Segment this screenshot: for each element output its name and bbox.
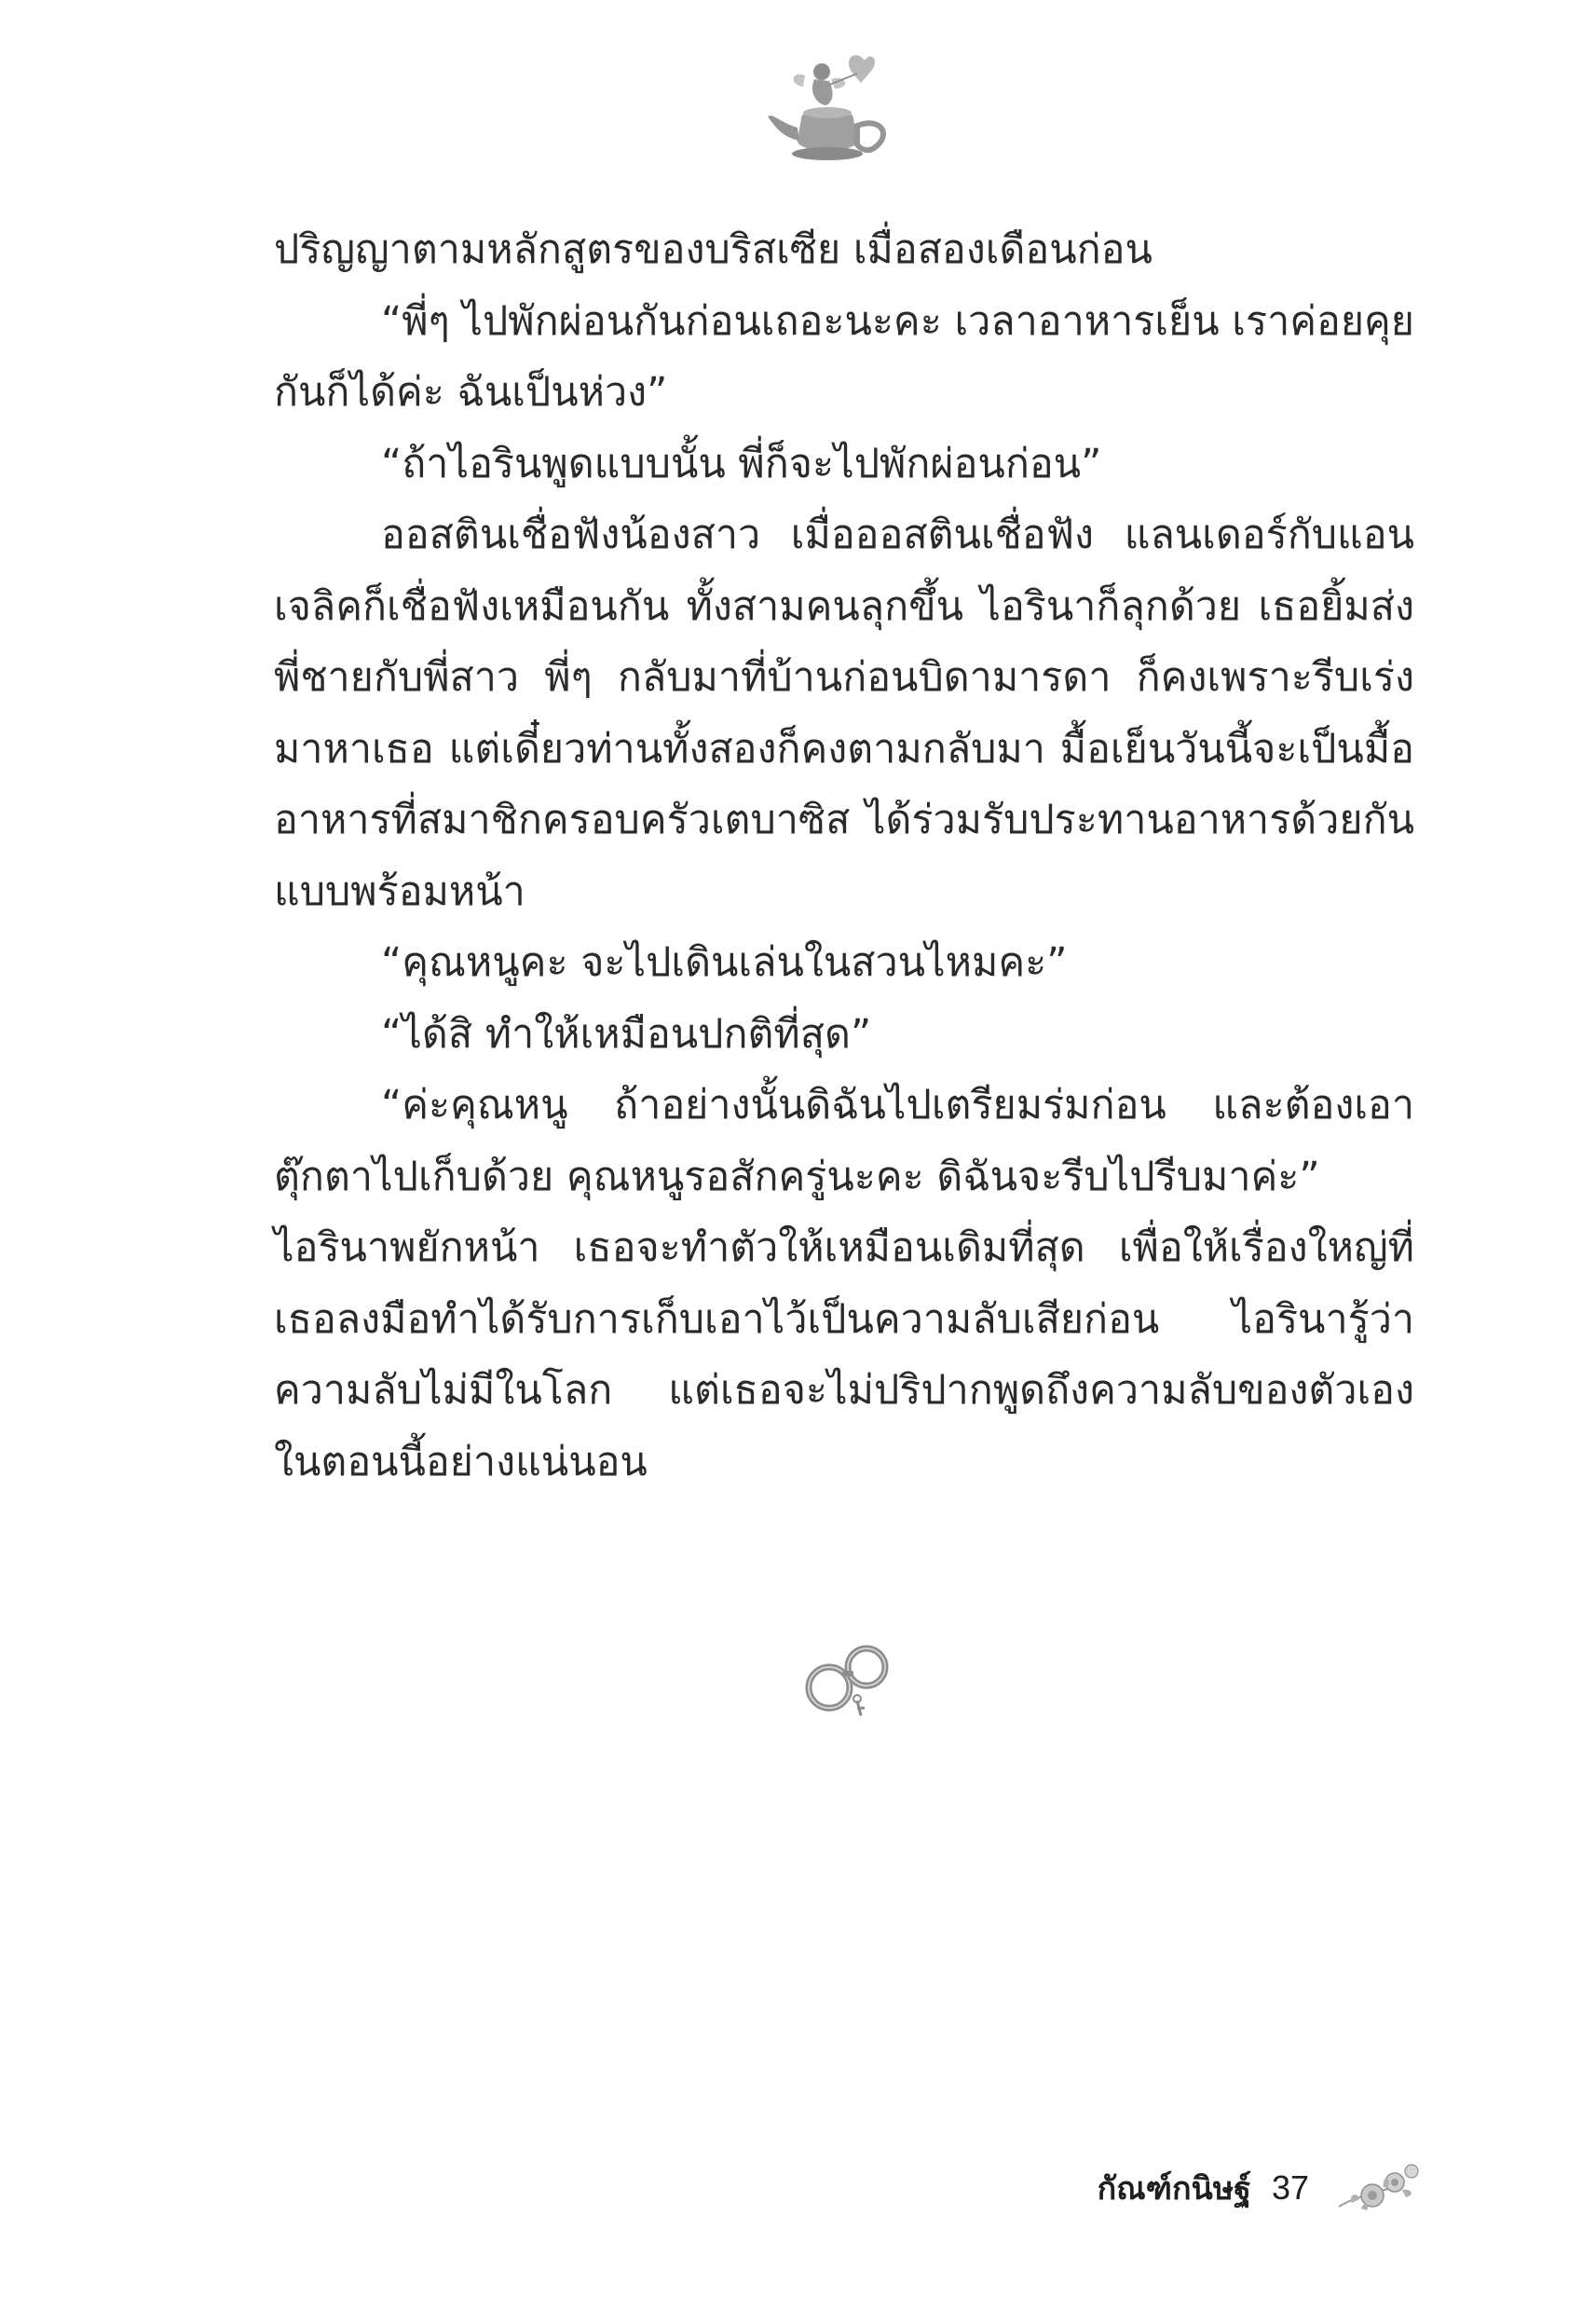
paragraph: “คุณหนูคะ จะไปเดินเล่นในสวนไหมคะ” — [381, 939, 1068, 986]
paragraph: “ถ้าไอรินพูดแบบนั้น พี่ก็จะไปพักผ่อนก่อน” — [381, 440, 1102, 487]
paragraph: ไอรินาพยักหน้า เธอจะทำตัวให้เหมือนเดิมที่สุด เพื่อให้เรื่องใหญ่ที่เธอลงมือทำได้รับการเก็บเอาไว้เป็นความลับเสียก่อน ไอรินารู้ว่าความลับไม่มีในโลก แต่เธอจะไม่ปริปากพูดถึงความลับของตัวเองในตอนนี้อย่างแน่นอน — [274, 1224, 1414, 1485]
teapot-cupid-ornament-icon — [764, 51, 904, 172]
paragraph: “ได้สิ ทำให้เหมือนปกติที่สุด” — [381, 1010, 872, 1058]
paragraph: ออสตินเชื่อฟังน้องสาว เมื่อออสตินเชื่อฟัง แลนเดอร์กับแอนเจลิคก็เชื่อฟังเหมือนกัน ทั้งสามคนลุกขึ้น ไอรินาก็ลุกด้วย เธอยิ้มส่งพี่ชายกับพี่สาว พี่ๆ กลับมาที่บ้านก่อนบิดามารดา ก็คงเพราะรีบเร่งมาหาเธอ แต่เดี๋ยวท่านทั้งสองก็คงตามกลับมา มื้อเย็นวันนี้จะเป็นมื้ออาหารที่สมาชิกครอบครัวเตบาซิส ได้ร่วมรับประทานอาหารด้วยกันแบบพร้อมหน้า — [274, 512, 1414, 915]
book-title: กัณฑ์กนิษฐ์ — [1097, 2170, 1251, 2208]
page-footer — [1098, 2160, 1424, 2216]
handcuffs-icon — [801, 1635, 894, 1724]
paragraph: “ค่ะคุณหนู ถ้าอย่างนั้นดิฉันไปเตรียมร่มก่อน และต้องเอาตุ๊กตาไปเก็บด้วย คุณหนูรอสักครู่นะคะ ดิฉันจะรีบไปรีบมาค่ะ” — [274, 1082, 1414, 1200]
paragraph: ปริญญาตามหลักสูตรของบริสเซีย เมื่อสองเดือนก่อน — [274, 226, 1153, 273]
page-number: 37 — [1271, 2168, 1309, 2207]
body-text — [274, 214, 1414, 1497]
flower-ornament-icon — [1335, 2160, 1424, 2216]
paragraph: “พี่ๆ ไปพักผ่อนกันก่อนเถอะนะคะ เวลาอาหารเย็น เราค่อยคุยกันก็ได้ค่ะ ฉันเป็นห่วง” — [274, 297, 1414, 416]
